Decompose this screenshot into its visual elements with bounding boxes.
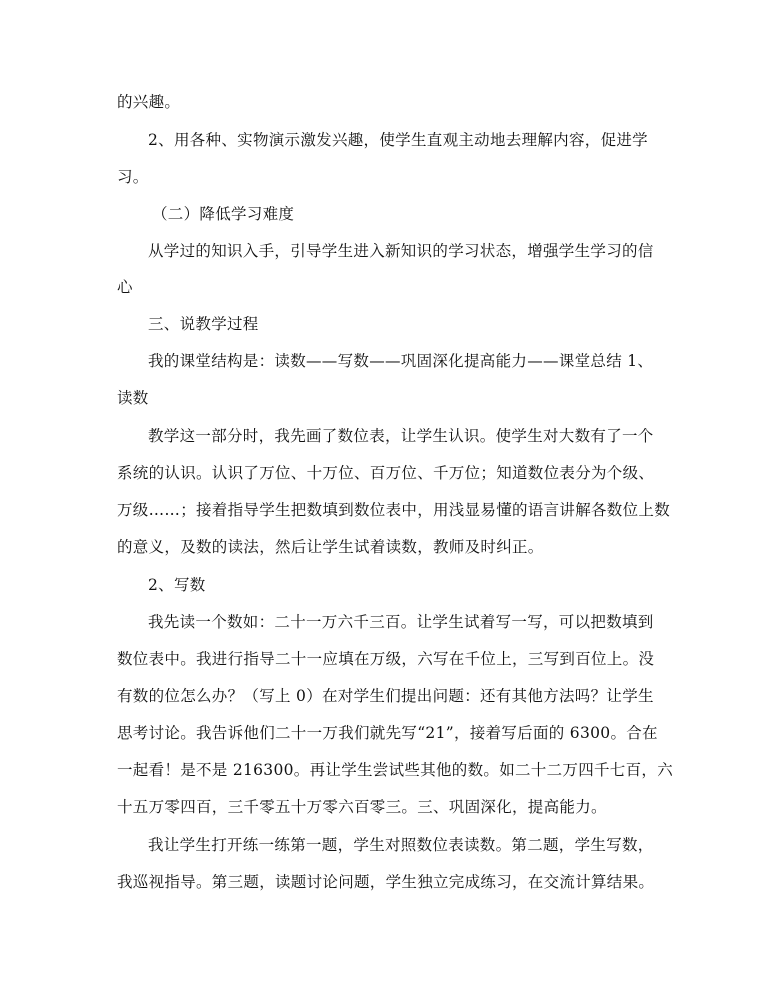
text-line-1: 的兴趣。 (117, 93, 181, 111)
text-line-18: 思考讨论。我告诉他们二十一万我们就先写“21”，接着写后面的 6300。合在 (117, 724, 658, 742)
text-line-10: 教学这一部分时，我先画了数位表，让学生认识。使学生对大数有了一个 (148, 427, 654, 445)
text-line-13: 的意义，及数的读法，然后让学生试着读数，教师及时纠正。 (117, 538, 544, 556)
text-line-3: 习。 (117, 168, 149, 186)
text-line-19: 一起看！是不是 216300。再让学生尝试些其他的数。如二十二万四千七百，六 (117, 761, 673, 779)
text-line-2: 2、用各种、实物演示激发兴趣，使学生直观主动地去理解内容，促进学 (148, 131, 648, 149)
text-line-22: 我巡视指导。第三题，读题讨论问题，学生独立完成练习，在交流计算结果。 (117, 873, 655, 891)
text-line-5: 从学过的知识入手，引导学生进入新知识的学习状态，增强学生学习的信 (148, 242, 654, 260)
text-line-8: 我的课堂结构是：读数——写数——巩固深化提高能力——课堂总结 1、 (148, 352, 654, 370)
text-line-21: 我让学生打开练一练第一题，学生对照数位表读数。第二题，学生写数， (148, 836, 654, 854)
text-line-11: 系统的认识。认识了万位、十万位、百万位、千万位；知道数位表分为个级、 (117, 464, 655, 482)
section-heading-reduce-difficulty: （二）降低学习难度 (152, 205, 295, 223)
text-line-20: 十五万零四百，三千零五十万零六百零三。三、巩固深化，提高能力。 (117, 798, 607, 816)
text-line-16: 数位表中。我进行指导二十一应填在万级，六写在千位上，三写到百位上。没 (117, 650, 655, 668)
section-heading-teaching-process: 三、说教学过程 (148, 315, 259, 333)
text-line-6: 心 (117, 278, 133, 296)
text-line-15: 我先读一个数如：二十一万六千三百。让学生试着写一写，可以把数填到 (148, 613, 654, 631)
text-line-12: 万级……；接着指导学生把数填到数位表中，用浅显易懂的语言讲解各数位上数 (117, 501, 671, 519)
text-line-9: 读数 (117, 389, 149, 407)
text-line-17: 有数的位怎么办？（写上 0）在对学生们提出问题：还有其他方法吗？让学生 (117, 687, 654, 705)
section-heading-write-numbers: 2、写数 (148, 576, 206, 594)
